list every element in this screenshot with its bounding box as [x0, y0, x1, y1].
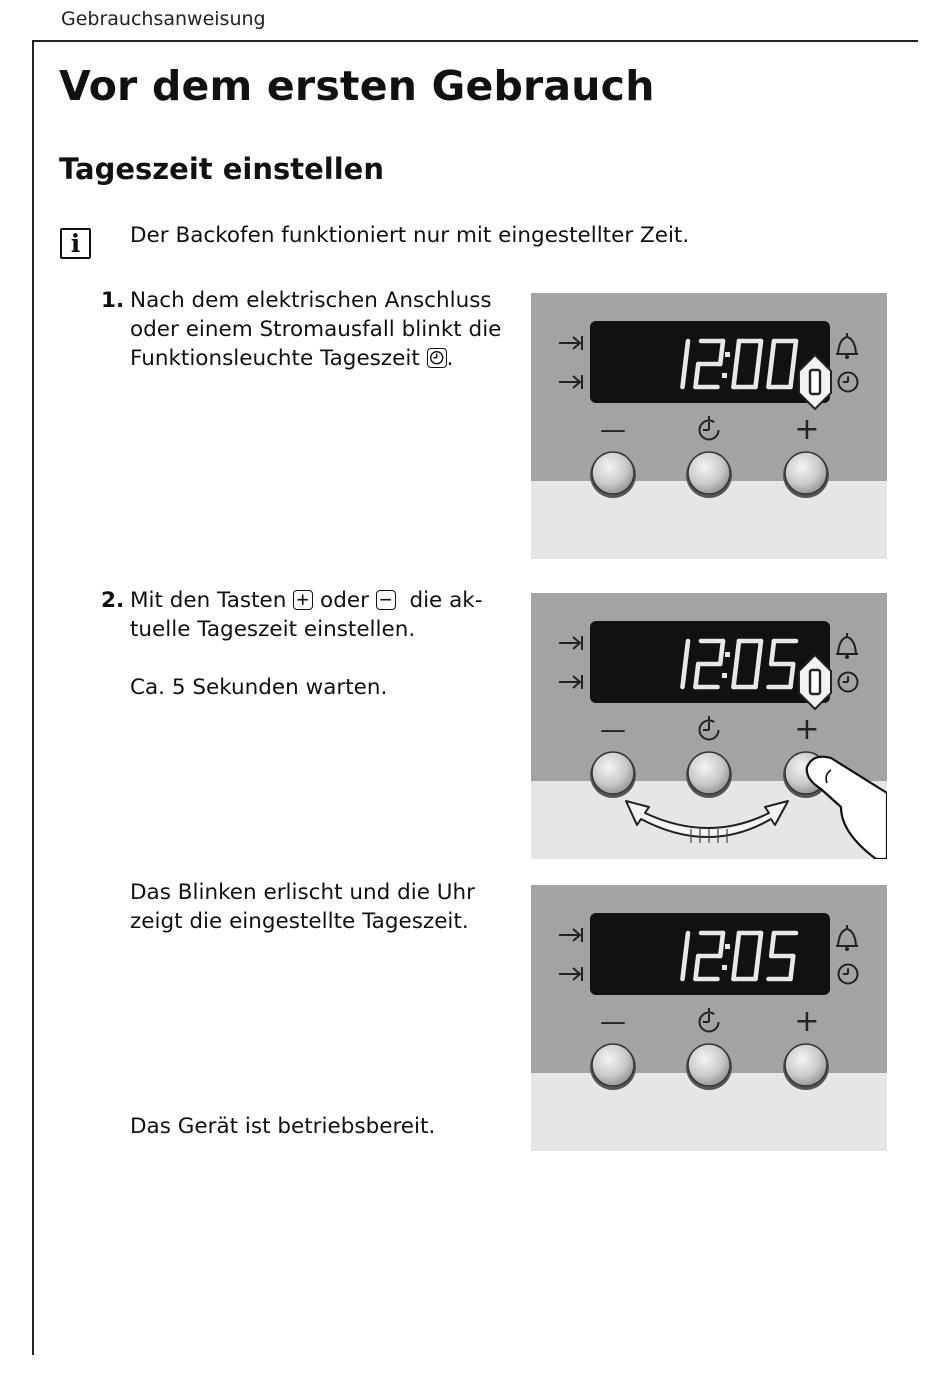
minus-button: [590, 452, 636, 498]
colon-dot: [722, 373, 727, 378]
step-2-text: [130, 586, 483, 702]
minus-button: [590, 1044, 636, 1090]
colon-dot: [725, 652, 730, 657]
colon-dot: [725, 352, 730, 357]
plus-label: +: [794, 712, 820, 747]
step-1-line-1: Nach dem elektrischen Anschluss: [130, 288, 492, 313]
plus-button: [783, 452, 829, 498]
info-note-text: Der Backofen funktioniert nur mit eingestellter Zeit.: [130, 223, 690, 248]
step-1-line-2: oder einem Stromausfall blinkt die: [130, 317, 502, 342]
step-1-number: 1.: [101, 288, 125, 313]
minus-label: —: [600, 715, 626, 745]
colon-dot: [725, 944, 730, 949]
minus-button: [590, 752, 636, 798]
result-line-2: zeigt die eingestellte Tageszeit.: [130, 909, 469, 934]
step-1-end: .: [446, 346, 454, 371]
result-text: [130, 878, 475, 936]
ready-text: Das Gerät ist betriebsbereit.: [130, 1114, 436, 1139]
section-title: Tageszeit einstellen: [59, 152, 384, 186]
step-2-number: 2.: [101, 588, 125, 613]
result-line-1: Das Blinken erlischt und die Uhr: [130, 880, 476, 905]
info-icon: i: [60, 228, 91, 259]
colon-dot: [722, 965, 727, 970]
plus-label: +: [794, 412, 820, 447]
step-1-text: [130, 286, 501, 373]
colon-dot: [722, 673, 727, 678]
step-2-note: Ca. 5 Sekunden warten.: [130, 675, 388, 700]
step-2-prefix: Mit den Tasten: [130, 588, 287, 613]
plus-button: [783, 1044, 829, 1090]
step-1-line-3-text: Funktionsleuchte Tageszeit: [130, 346, 420, 371]
step-2-line-2: tuelle Tageszeit einstellen.: [130, 617, 416, 642]
clock-button: [686, 1044, 732, 1090]
step-2-middle: oder: [320, 588, 369, 613]
control-panel-2: [531, 593, 887, 859]
clock-button: [686, 452, 732, 498]
control-panel-1: [531, 293, 887, 559]
page-title: Vor dem ersten Gebrauch: [59, 62, 655, 110]
step-2-suffix: die ak-: [409, 588, 483, 613]
step-2-line-1: [130, 586, 483, 615]
step-1-line-3: [130, 344, 501, 373]
minus-label: —: [600, 415, 626, 445]
minus-key-icon: [376, 590, 396, 610]
running-header: Gebrauchsanweisung: [61, 8, 266, 30]
clock-button: [686, 752, 732, 798]
plus-key-icon: [293, 590, 313, 610]
minus-label: —: [600, 1007, 626, 1037]
margin-rule: [32, 40, 34, 1355]
control-panel-3: [531, 885, 887, 1151]
plus-label: +: [794, 1004, 820, 1039]
header-rule: [33, 40, 918, 42]
clock-key-icon: [427, 348, 447, 368]
